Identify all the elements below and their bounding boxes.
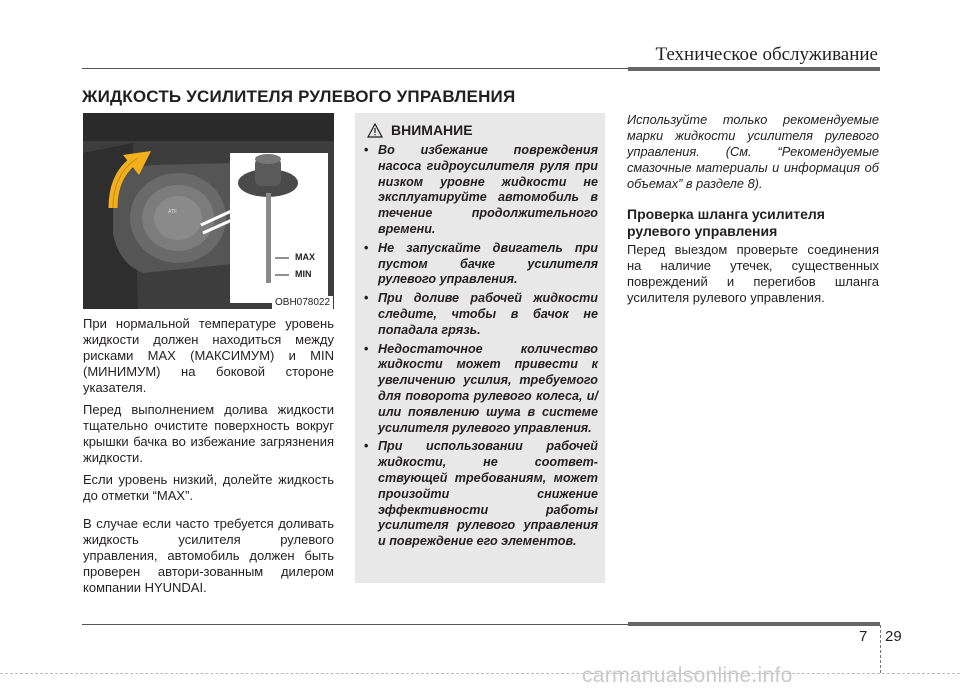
section-title: ЖИДКОСТЬ УСИЛИТЕЛЯ РУЛЕВОГО УПРАВЛЕНИЯ	[82, 87, 516, 106]
warning-title: ВНИМАНИЕ	[391, 122, 473, 138]
figure-code: OBH078022	[272, 296, 333, 309]
paragraph: В случае если часто требуется доливать жидкость усилителя рулевого управления, автомобиль должен быть проверен автори-зованным дилером компании HYUNDAI.	[83, 516, 334, 595]
running-header: Техническое обслуживание	[655, 44, 878, 65]
warning-item: • При доливе рабочей жидкости следите, чтобы в бачок не попадала грязь.	[360, 291, 598, 338]
chapter-number: 7	[859, 628, 868, 645]
warning-item: • При использовании рабочей жидкости, не соответ-ствующей требованиям, может произойти снижение эффективности работы усилителя рулевого управления и повреждение его элементов.	[360, 439, 598, 550]
svg-text:ATF: ATF	[168, 209, 178, 215]
paragraph: При нормальной температуре уровень жидкости должен находиться между рисками MAX (МАКСИМУМ) и MIN (МИНИМУМ) на боковой стороне указателя.	[83, 316, 334, 395]
min-label: MIN	[295, 269, 312, 279]
crop-line	[0, 673, 960, 674]
paragraph: Если уровень низкий, долейте жидкость до отметки “MAX”.	[83, 472, 334, 503]
reservoir-illustration	[83, 113, 334, 309]
warning-list	[360, 143, 598, 553]
subsection-title: Проверка шланга усилителя рулевого управления	[627, 206, 825, 239]
warning-item: • Не запускайте двигатель при пустом бачке усилителя рулевого управления.	[360, 241, 598, 288]
paragraph: Перед выполнением долива жидкости тщательно очистите поверхность вокруг крышки бачка во избежание загрязнения жидкости.	[83, 402, 334, 465]
warning-header	[367, 122, 473, 138]
warning-item: • Недостаточное количество жидкости может привести к увеличению усилия, требуемого для поворота рулевого колеса, и/или появлению шума в системе усилителя рулевого управления.	[360, 342, 598, 437]
warning-triangle-icon	[367, 123, 383, 138]
reservoir-photo	[83, 113, 334, 309]
footer-bar	[628, 622, 880, 626]
max-label: MAX	[295, 252, 315, 262]
watermark: carmanualsonline.info	[582, 664, 793, 687]
recommendation-note: Используйте только рекомендуемые марки жидкости усилителя рулевого управления. (См. “Рекомендуемые смазочные материалы и информация об объемах” в разделе 8).	[627, 112, 879, 191]
left-column	[83, 316, 334, 602]
hose-check-text: Перед выездом проверьте соединения на наличие утечек, существенных повреждений и перегибов шланга усилителя рулевого управления.	[627, 242, 879, 305]
header-bar	[628, 67, 880, 71]
warning-item: • Во избежание повреждения насоса гидроусилителя руля при низком уровне жидкости не эксплуатируйте автомобиль в течение продолжительного времени.	[360, 143, 598, 238]
page-separator	[880, 625, 882, 673]
page-number: 29	[885, 628, 902, 645]
